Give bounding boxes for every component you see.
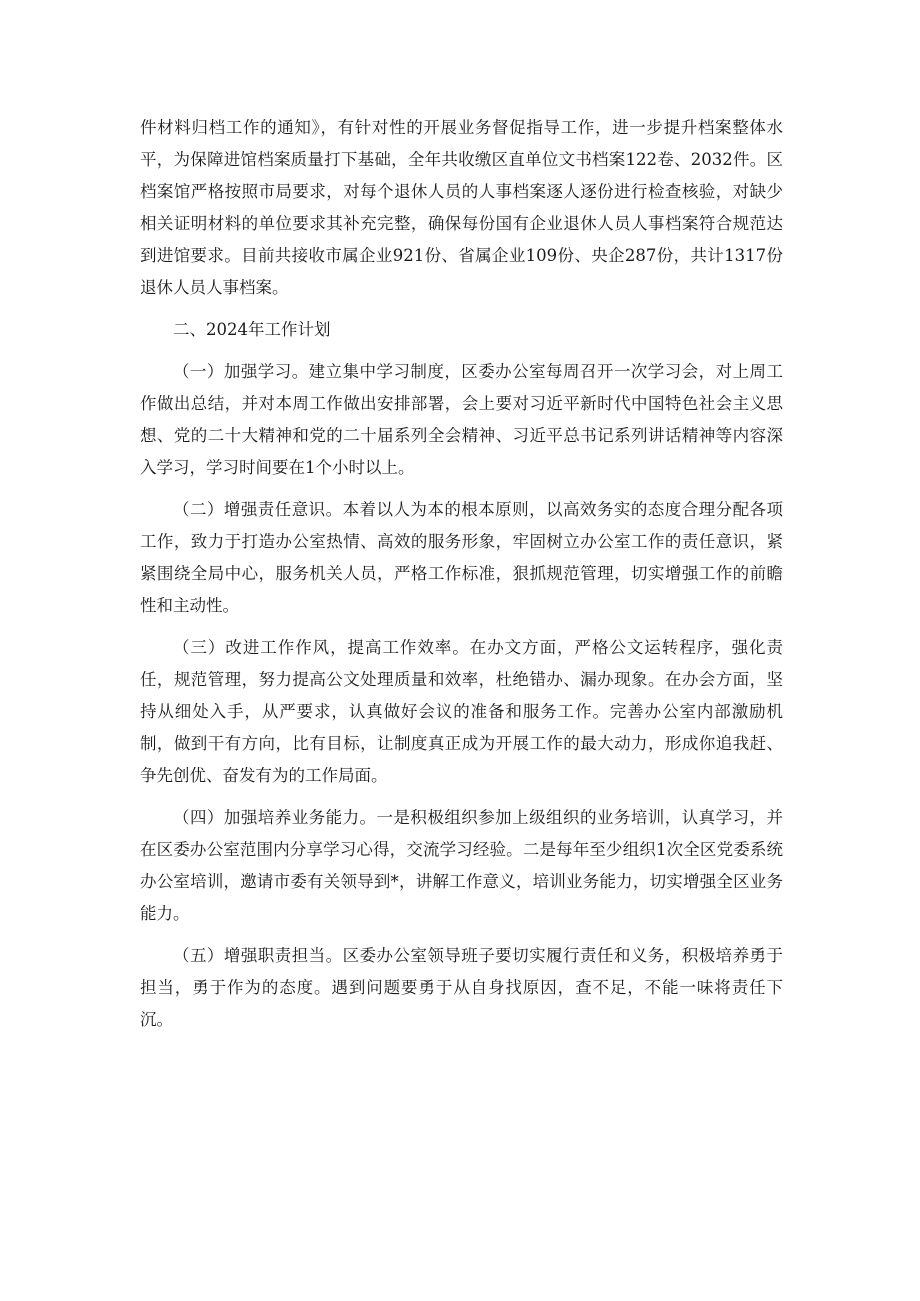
plan-item-1: （一）加强学习。建立集中学习制度，区委办公室每周召开一次学习会，对上周工作做出总结，并对本周工作做出安排部署，会上要对习近平新时代中国特色社会主义思想、党的二十大精神和党的二十届系列全会精神、习近平总书记系列讲话精神等内容深入学习，学习时间要在1个小时以上。 bbox=[140, 362, 783, 477]
plan-item-3: （三）改进工作作风，提高工作效率。在办文方面，严格公文运转程序，强化责任，规范管理，努力提高公文处理质量和效率，杜绝错办、漏办现象。在办会方面，坚持从细处入手，从严要求，认真做好会议的准备和服务工作。完善办公室内部激励机制，做到干有方向，比有目标，让制度真正成为开展工作的最大动力，形成你追我赶、争先创优、奋发有为的工作局面。 bbox=[140, 638, 783, 785]
document-page bbox=[140, 112, 783, 1046]
plan-item-5: （五）增强职责担当。区委办公室领导班子要切实履行责任和义务，积极培养勇于担当，勇于作为的态度。遇到问题要勇于从自身找原因，查不足，不能一味将责任下沉。 bbox=[140, 946, 783, 1029]
plan-item-2: （二）增强责任意识。本着以人为本的根本原则，以高效务实的态度合理分配各项工作，致力于打造办公室热情、高效的服务形象，牢固树立办公室工作的责任意识，紧紧围绕全局中心，服务机关人员，严格工作标准，狠抓规范管理，切实增强工作的前瞻性和主动性。 bbox=[140, 500, 783, 615]
section-heading: 二、2024年工作计划 bbox=[173, 320, 331, 339]
continuation-paragraph: 件材料归档工作的通知》，有针对性的开展业务督促指导工作，进一步提升档案整体水平，为保障进馆档案质量打下基础，全年共收缴区直单位文书档案122卷、2032件。区档案馆严格按照市局要求，对每个退休人员的人事档案逐人逐份进行检查核验，对缺少相关证明材料的单位要求其补充完整，确保每份国有企业退休人员人事档案符合规范达到进馆要求。目前共接收市属企业921份、省属企业109份、央企287份，共计1317份退休人员人事档案。 bbox=[140, 118, 783, 297]
plan-item-4: （四）加强培养业务能力。一是积极组织参加上级组织的业务培训，认真学习，并在区委办公室范围内分享学习心得，交流学习经验。二是每年至少组织1次全区党委系统办公室培训，邀请市委有关领导到*，讲解工作意义，培训业务能力，切实增强全区业务能力。 bbox=[140, 808, 783, 923]
